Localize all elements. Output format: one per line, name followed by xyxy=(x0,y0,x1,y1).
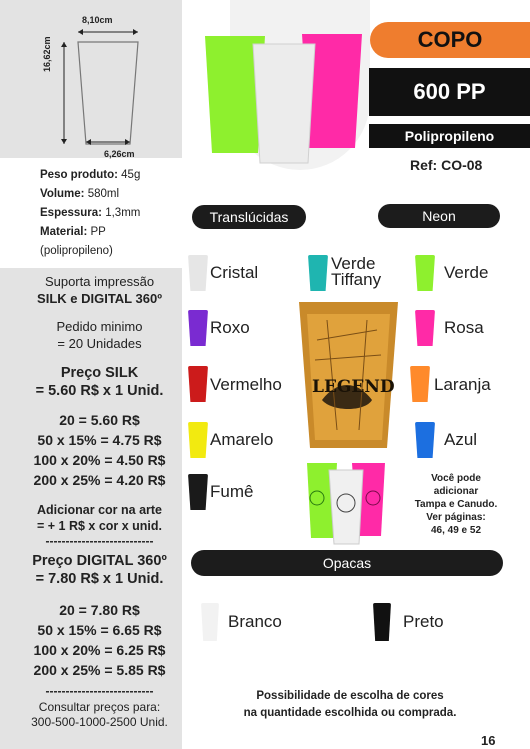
consult-prices: Consultar preços para: 300-500-1000-2500 Unid. xyxy=(31,700,168,729)
cup-swatch-neon-verde xyxy=(415,255,435,291)
capacity-label: 600 PP xyxy=(413,79,486,104)
product-ref: Ref: CO-08 xyxy=(410,157,483,173)
section-translucent: Translúcidas xyxy=(192,205,306,229)
spec-weight: Peso produto: 45g xyxy=(40,169,141,181)
color-choice-note: Possibilidade de escolha de cores na quantidade escolhida ou comprada. xyxy=(243,690,457,719)
digital-tiers: 20 = 7.80 R$ 50 x 15% = 6.65 R$ 100 x 20% = 6.25 R$ 200 x 25% = 5.85 R$ xyxy=(33,602,166,678)
accessory-note: Você pode adicionar Tampa e Canudo. Ver páginas: 46, 49 e 52 xyxy=(414,473,498,536)
color-neon-laranja: Laranja xyxy=(434,375,491,394)
page-number: 16 xyxy=(481,733,496,748)
color-roxo: Roxo xyxy=(210,318,250,337)
color-fume: Fumê xyxy=(210,482,254,501)
cup-swatch-preto xyxy=(373,603,391,641)
digital-price: Preço DIGITAL 360º = 7.80 R$ x 1 Unid. xyxy=(32,553,167,587)
cup-dimension-drawing xyxy=(50,14,160,162)
silk-price: Preço SILK = 5.60 R$ x 1 Unid. xyxy=(35,365,164,399)
cup-swatch-neon-laranja xyxy=(410,366,430,402)
print-support: Suporta impressão SILK e DIGITAL 360º xyxy=(37,274,162,306)
hero-cups-image xyxy=(200,28,370,168)
section-opaque: Opacas xyxy=(191,550,503,576)
cup-swatch-neon-rosa xyxy=(415,310,435,346)
neon-cups-thumbnail xyxy=(297,458,400,546)
spec-material-note: (polipropileno) xyxy=(40,245,113,257)
material-label: Polipropileno xyxy=(404,128,495,144)
legend-logo: LEGEND xyxy=(312,377,395,397)
cup-swatch-tiffany xyxy=(308,255,328,291)
color-vermelho: Vermelho xyxy=(210,375,282,394)
dim-bottom-label: 6,26cm xyxy=(104,149,135,159)
min-order: Pedido minimo = 20 Unidades xyxy=(56,319,143,351)
color-amarelo: Amarelo xyxy=(210,430,274,449)
cup-swatch-branco xyxy=(201,603,219,641)
cup-swatch-amarelo xyxy=(188,422,208,458)
spec-list xyxy=(40,166,180,261)
cup-swatch-cristal xyxy=(188,255,208,291)
color-preto: Preto xyxy=(403,612,444,631)
color-neon-rosa: Rosa xyxy=(444,318,484,337)
separator-2: --------------------------- xyxy=(45,684,154,698)
cup-swatch-fume xyxy=(188,474,208,510)
cup-swatch-roxo xyxy=(188,310,208,346)
silk-tiers: 20 = 5.60 R$ 50 x 15% = 4.75 R$ 100 x 20% = 4.50 R$ 200 x 25% = 4.20 R$ xyxy=(33,412,166,488)
printed-cup-image xyxy=(297,300,400,450)
color-cristal: Cristal xyxy=(210,263,259,282)
color-neon-azul: Azul xyxy=(444,430,478,449)
dim-top-label: 8,10cm xyxy=(82,15,113,25)
silk-extra-color: Adicionar cor na arte = + 1 R$ x cor x unid. xyxy=(36,503,163,533)
spec-thickness: Espessura: 1,3mm xyxy=(40,207,141,219)
color-tiffany: Verde Tiffany xyxy=(331,254,382,289)
product-title: COPO xyxy=(417,27,483,52)
color-branco: Branco xyxy=(228,612,282,631)
section-neon: Neon xyxy=(378,204,500,228)
spec-material: Material: PP xyxy=(40,226,106,238)
separator-1: --------------------------- xyxy=(45,534,154,548)
cup-swatch-vermelho xyxy=(188,366,208,402)
color-neon-verde: Verde xyxy=(444,263,489,282)
cup-swatch-neon-azul xyxy=(415,422,435,458)
spec-volume: Volume: 580ml xyxy=(40,188,120,200)
dim-height-label: 16,62cm xyxy=(42,36,52,72)
